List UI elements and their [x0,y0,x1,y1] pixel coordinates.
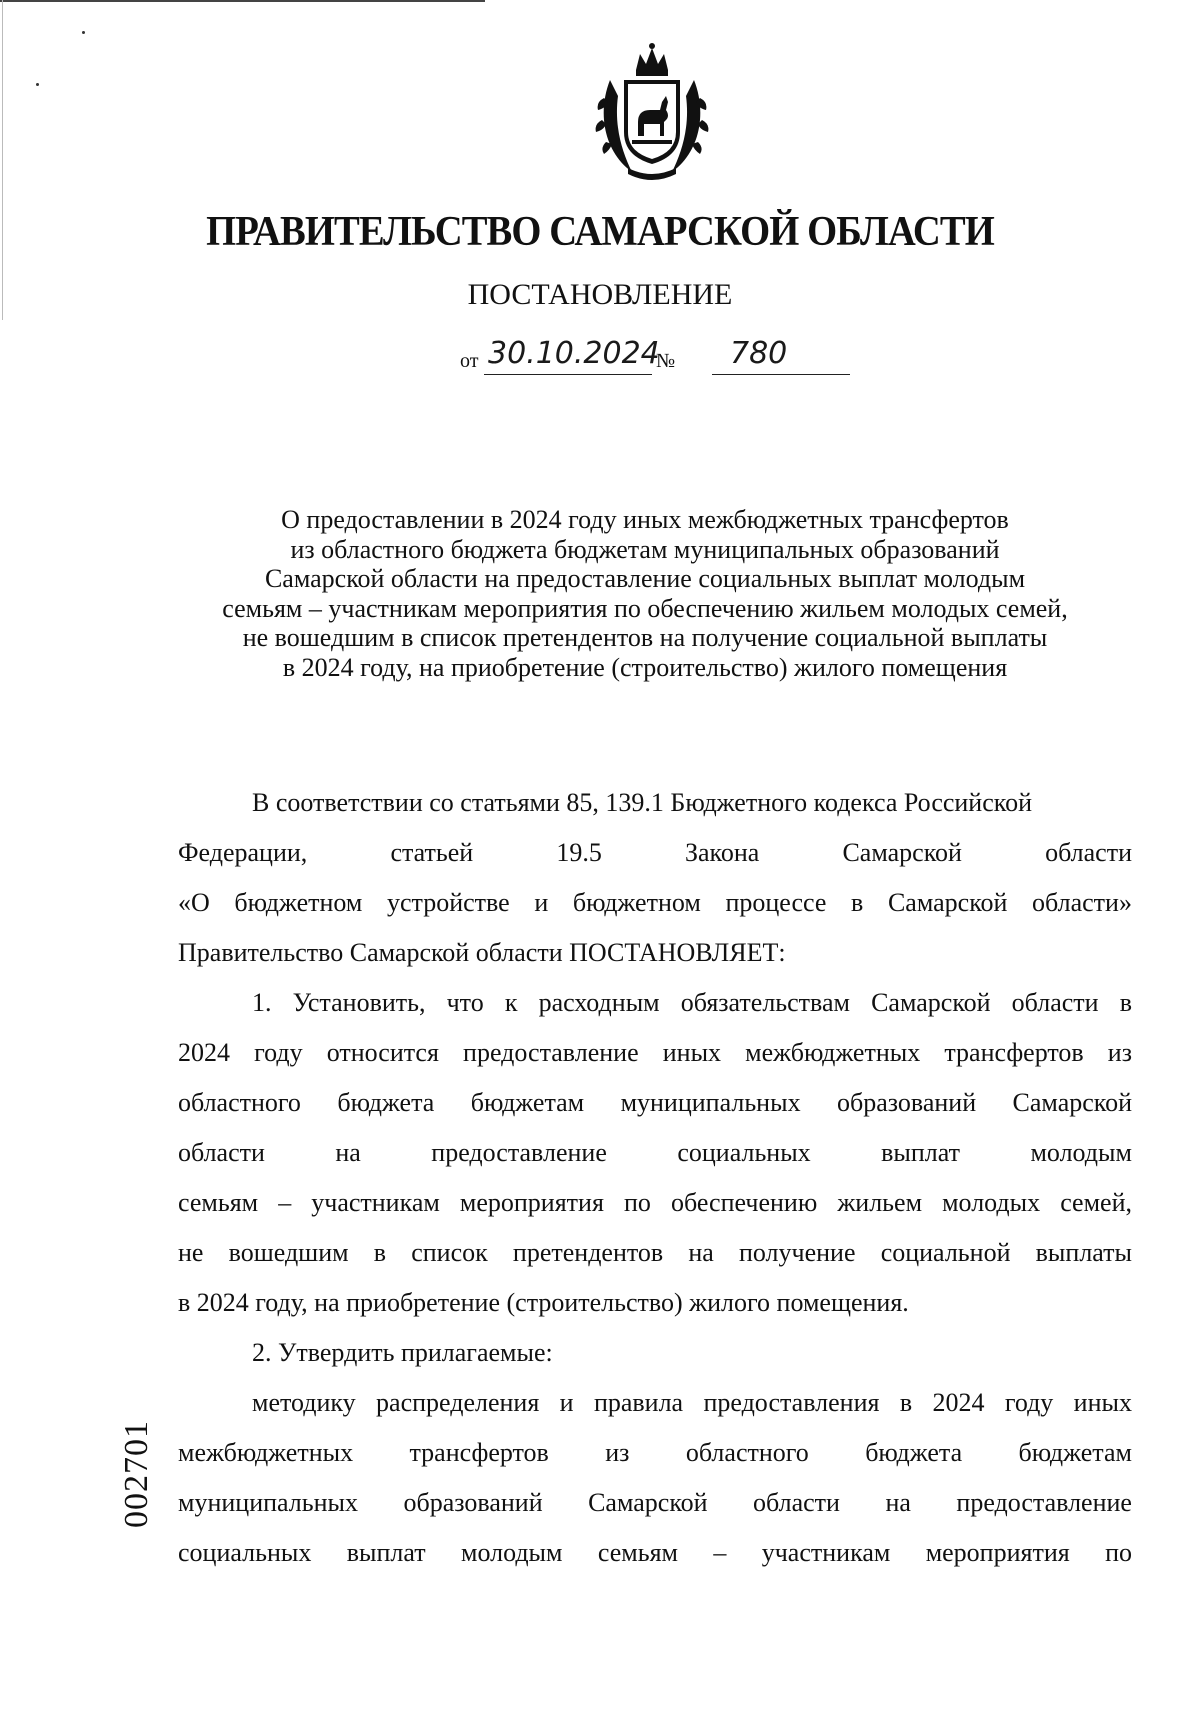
body-line [178,838,1132,868]
body-word: предоставление [431,1138,607,1167]
date-number-line [460,336,880,376]
body-word: 1. [252,988,272,1017]
date-value: 30.10.2024 [488,336,660,371]
subject-line: не вошедшим в список претендентов на получение социальной выплаты [242,623,1048,652]
body-word: – [713,1538,727,1567]
body-line [178,888,1132,918]
body-line [178,1038,1132,1068]
body-word: бюджетном [234,888,363,917]
body-word: бюджета [337,1088,435,1117]
body-word: области [753,1488,840,1517]
date-underline [484,374,652,375]
body-line [252,988,1132,1018]
body-word: бюджетам [1018,1438,1132,1467]
body-word: социальных [677,1138,811,1167]
body-word: области [1011,988,1099,1017]
subject-line: в 2024 году, на приобретение (строительство) жилого помещения [282,652,1008,682]
scan-edge-top [0,0,485,2]
date-prefix: от [460,350,479,372]
body-word: году [254,1038,303,1067]
body-word: бюджетам [470,1088,585,1117]
body-word: мероприятия [459,1188,604,1217]
body-word: расходным [538,988,660,1017]
body-word: относится [326,1038,439,1067]
scan-speck [82,31,85,34]
body-word: процессе [725,888,827,917]
body-word: молодым [460,1538,563,1567]
document-subject [180,505,1110,682]
body-word: на [335,1138,361,1167]
body-line [178,1088,1132,1118]
body-word: Самарской [1012,1088,1132,1117]
body-word: Самарской [842,838,962,867]
number-underline [712,374,850,375]
body-word: в [899,1388,913,1417]
body-word: образований [403,1488,543,1517]
body-word: семьям [178,1188,259,1217]
body-word: иных [662,1038,722,1067]
body-word: 2024 [178,1038,230,1067]
body-word: трансфертов [944,1038,1084,1067]
body-word: Федерации, [178,838,308,867]
body-word: бюджетном [572,888,701,917]
body-word: правила [593,1388,684,1417]
body-word: предоставление [463,1038,639,1067]
body-word: молодым [1030,1138,1132,1167]
body-word: 2024 [932,1388,985,1417]
body-word: выплаты [1035,1238,1132,1267]
body-word: Закона [684,838,760,867]
body-line [178,1538,1132,1568]
body-word: вошедшим [228,1238,349,1267]
body-word: в [851,888,864,917]
body-line [178,1188,1132,1218]
body-word: областного [178,1088,301,1117]
scan-speck [36,83,39,86]
document-type: ПОСТАНОВЛЕНИЕ [467,278,733,311]
body-word: предоставление [956,1488,1132,1517]
body-word: методику [252,1388,356,1417]
body-word: «О [178,888,210,917]
body-word: статьей [390,838,474,867]
body-word: трансфертов [409,1438,549,1467]
scan-edge-left [2,0,3,320]
number-prefix: № [656,350,676,372]
body-word: претендентов [512,1238,664,1267]
body-word: бюджета [865,1438,963,1467]
body-line: В соответствии со статьями 85, 139.1 Бюджетного кодекса Российской [252,788,1032,817]
samara-coat-of-arms-icon [592,40,712,180]
number-value: 780 [730,336,788,371]
body-word: распределения [376,1388,540,1417]
body-word: жильем [837,1188,923,1217]
body-word: устройстве [387,888,510,917]
body-word: не [178,1238,204,1267]
body-word: к [504,988,518,1017]
body-word: Самарской [871,988,991,1017]
body-line [252,1388,1132,1418]
body-word: получение [738,1238,856,1267]
body-word: молодых [942,1188,1041,1217]
body-word: году [1004,1388,1054,1417]
body-word: выплат [881,1138,961,1167]
body-word: межбюджетных [745,1038,921,1067]
body-word: муниципальных [178,1488,359,1517]
body-word: образований [837,1088,977,1117]
body-word: обеспечению [670,1188,818,1217]
body-word: по [1105,1538,1132,1567]
body-word: по [623,1188,651,1217]
body-word: и [559,1388,574,1417]
body-line: в 2024 году, на приобретение (строительство) жилого помещения. [178,1288,909,1317]
body-word: иных [1073,1388,1132,1417]
body-word: участникам [761,1538,891,1567]
body-word: социальной [880,1238,1011,1267]
margin-stamp-number: 002701 [118,1420,155,1528]
body-word: участникам [311,1188,440,1217]
body-word: предоставления [703,1388,880,1417]
subject-line: Самарской области на предоставление социальных выплат молодым [264,564,1026,593]
body-line [178,1488,1132,1518]
body-word: областного [685,1438,809,1467]
body-word: Самарской [887,888,1008,917]
body-word: обязательствам [680,988,850,1017]
body-line [178,1238,1132,1268]
subject-line: из областного бюджета бюджетам муниципальных образований [290,534,1000,564]
subject-line: семьям – участникам мероприятия по обеспечению жильем молодых семей, [222,593,1068,623]
body-word: области» [1032,888,1132,917]
subject-line: О предоставлении в 2024 году иных межбюджетных трансфертов [281,505,1009,534]
body-word: области [1045,838,1132,867]
body-word: список [411,1238,488,1267]
body-word: социальных [178,1538,312,1567]
org-title: ПРАВИТЕЛЬСТВО САМАРСКОЙ ОБЛАСТИ [206,209,994,255]
body-word: Установить, [292,988,426,1017]
body-word: в [1119,988,1132,1017]
body-line: Правительство Самарской области ПОСТАНОВЛЯЕТ: [178,938,786,967]
body-word: – [278,1188,292,1217]
body-word: области [178,1138,265,1167]
body-word: межбюджетных [178,1438,354,1467]
body-word: из [605,1438,630,1467]
body-word: семей, [1060,1188,1132,1217]
body-word: муниципальных [620,1088,801,1117]
body-word: семьям [597,1538,678,1567]
body-word: на [688,1238,714,1267]
body-line: 2. Утвердить прилагаемые: [252,1338,553,1367]
body-word: на [885,1488,911,1517]
body-word: что [446,988,484,1017]
body-word: 19.5 [556,838,602,867]
body-word: мероприятия [925,1538,1070,1567]
body-word: Самарской [588,1488,708,1517]
body-word: и [534,888,549,917]
body-line [178,1138,1132,1168]
body-word: выплат [346,1538,426,1567]
body-word: в [373,1238,387,1267]
body-line [178,1438,1132,1468]
body-word: из [1107,1038,1132,1067]
